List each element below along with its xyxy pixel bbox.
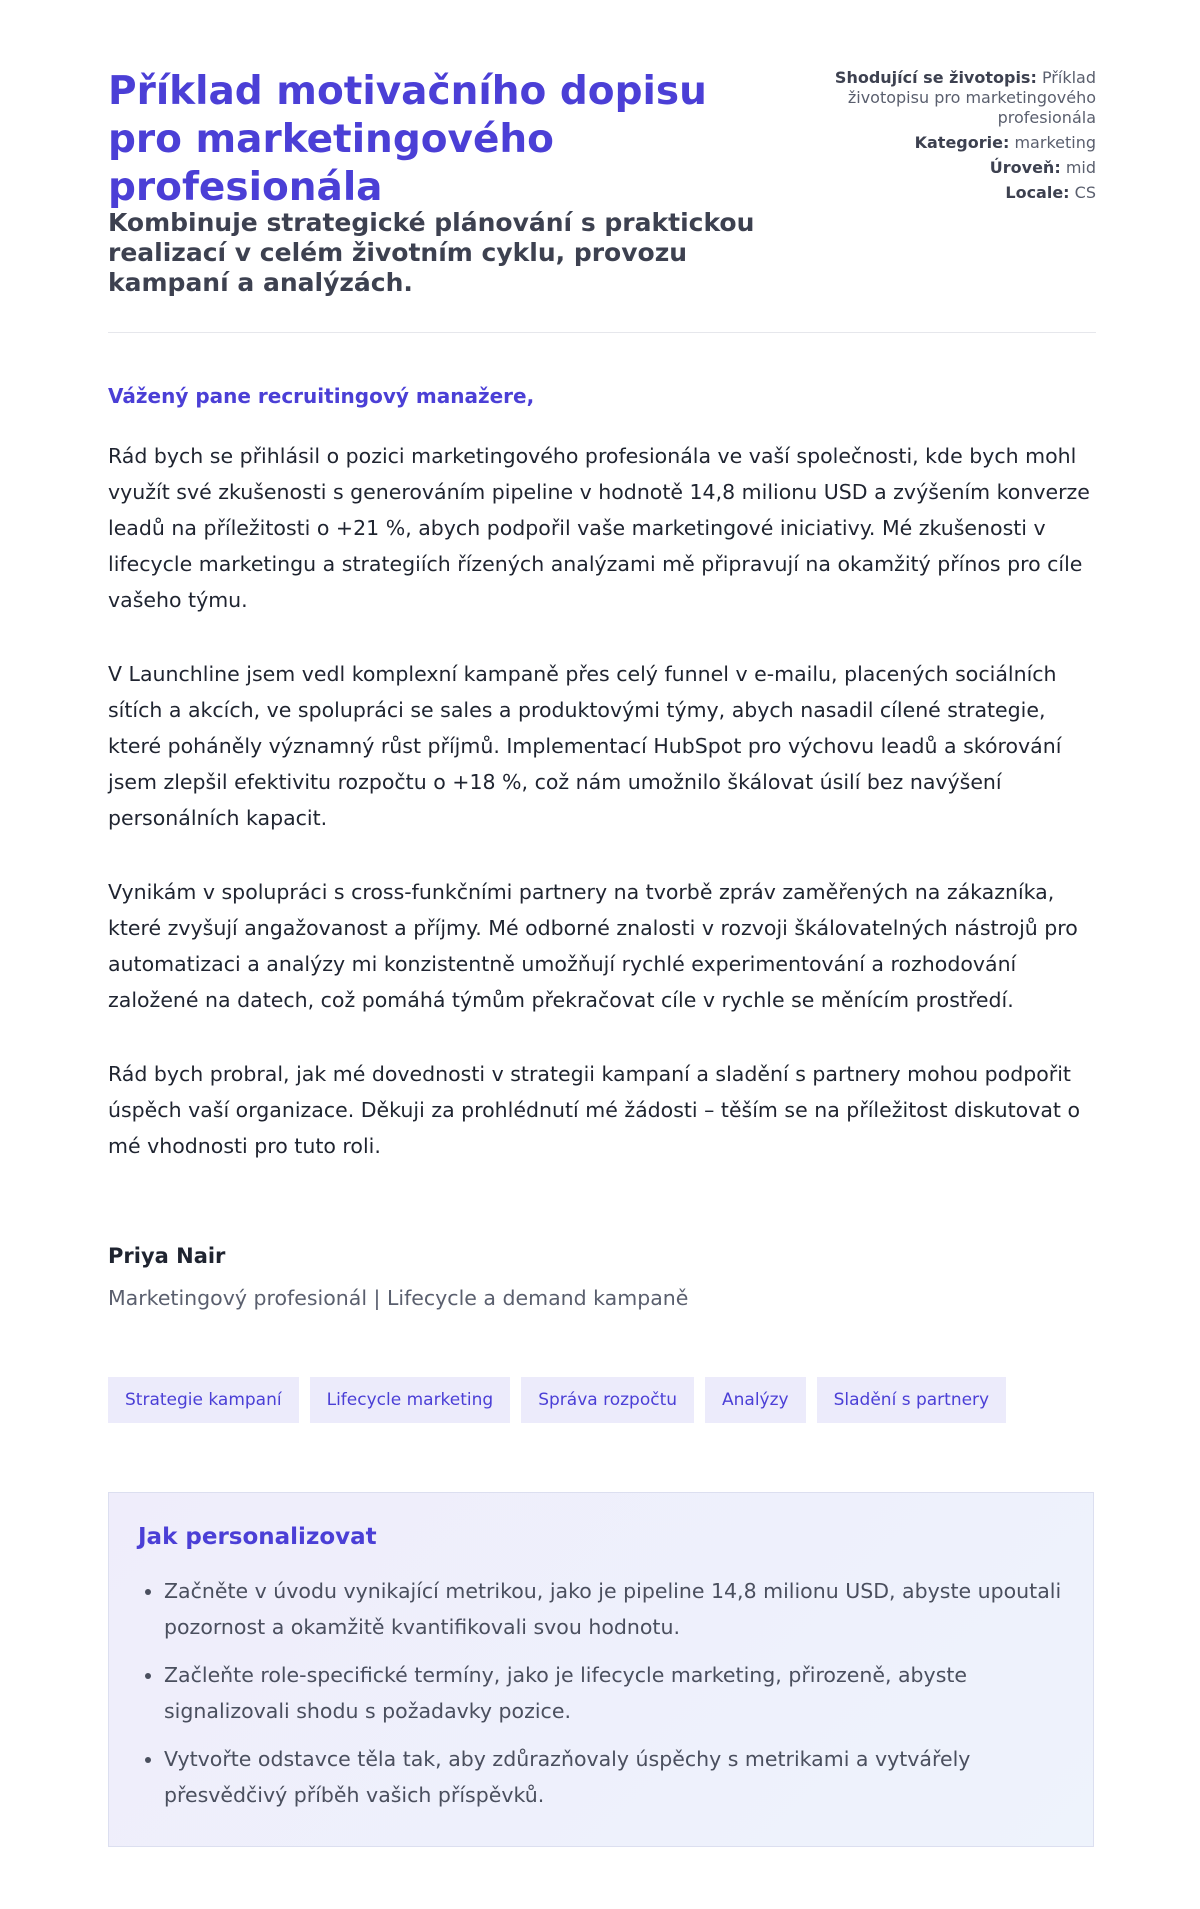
letter-paragraph: Vynikám v spolupráci s cross-funkčními partnery na tvorbě zpráv zaměřených na zákazníka, které zvyšují angažovanost a příjmy. Mé odborné znalosti v rozvoji škálovatelných nástrojů pro automatizaci a analýzy mi konzistentně umožňují rychlé experimentování a rozhodování založené na datech, což pomáhá týmům překračovat cíle v rychle se měnícím prostředí. — [108, 880, 1078, 1012]
letter-paragraph: Rád bych se přihlásil o pozici marketingového profesionála ve vaší společnosti, kde bych mohl využít své zkušenosti s generováním pipeline v hodnotě 14,8 milionu USD a zvýšením konverze leadů na příležitosti o +21 %, abych podpořil vaše marketingové iniciativy. Mé zkušenosti v lifecycle marketingu a strategiích řízených analýzami mě připravují na okamžitý přínos pro cíle vašeho týmu. — [108, 444, 1090, 612]
skill-tag: Správa rozpočtu — [521, 1377, 694, 1423]
skill-tag: Lifecycle marketing — [310, 1377, 511, 1423]
tips-item: • Začleňte role-specifické termíny, jako je lifecycle marketing, přirozeně, abyste signalizovali shodu s požadavky pozice. — [164, 1657, 1064, 1729]
letter-greeting: Vážený pane recruitingový manažere, — [108, 384, 535, 408]
letter-paragraph: V Launchline jsem vedl komplexní kampaně přes celý funnel v e-mailu, placených sociálních sítích a akcích, ve spolupráci se sales a produktovými týmy, abych nasadil cílené strategie, které poháněly významný růst příjmů. Implementací HubSpot pro výchovu leadů a skórování jsem zlepšil efektivitu rozpočtu o +18 %, což nám umožnilo škálovat úsilí bez navýšení personálních kapacit. — [108, 662, 1062, 830]
skill-tag: Strategie kampaní — [108, 1377, 299, 1423]
skill-tags — [108, 1377, 1006, 1423]
skill-tag: Sladění s partnery — [817, 1377, 1007, 1423]
signature-name: Priya Nair — [108, 1244, 226, 1268]
personalize-tips-box — [108, 1492, 1094, 1847]
meta-locale — [796, 183, 1096, 203]
meta-panel — [796, 68, 1096, 208]
signature-role: Marketingový profesionál | Lifecycle a demand kampaně — [108, 1286, 689, 1310]
meta-resume — [796, 68, 1096, 128]
meta-locale-value: CS — [1074, 183, 1096, 202]
tips-item: • Vytvořte odstavce těla tak, aby zdůrazňovaly úspěchy s metrikami a vytvářely přesvědčivý příběh vašich příspěvků. — [164, 1741, 1064, 1813]
meta-category-value: marketing — [1014, 133, 1096, 152]
tips-title: Jak personalizovat — [138, 1524, 377, 1550]
page-title: Příklad motivačního dopisu pro marketingového profesionála — [108, 69, 707, 210]
signature-block — [108, 1242, 1096, 1312]
page-subtitle: Kombinuje strategické plánování s praktickou realizací v celém životním cyklu, provozu kampaní a analýzách. — [108, 208, 755, 297]
meta-level-value: mid — [1065, 158, 1096, 177]
header-divider — [108, 332, 1096, 333]
skill-tag: Analýzy — [705, 1377, 806, 1423]
meta-category — [796, 133, 1096, 153]
tips-item: • Začněte v úvodu vynikající metrikou, jako je pipeline 14,8 milionu USD, abyste upoutali pozornost a okamžitě kvantifikovali svou hodnotu. — [164, 1573, 1064, 1645]
meta-level-key: Úroveň: — [989, 158, 1061, 177]
page-header — [108, 68, 1096, 328]
meta-resume-key: Shodující se životopis: — [834, 68, 1037, 87]
meta-resume-value: Příklad životopisu pro marketingového profesionála — [847, 68, 1096, 127]
letter-body — [108, 438, 1098, 1202]
tips-list — [138, 1573, 1064, 1825]
meta-locale-key: Locale: — [1005, 183, 1070, 202]
meta-level — [796, 158, 1096, 178]
letter-paragraph: Rád bych probral, jak mé dovednosti v strategii kampaní a sladění s partnery mohou podpořit úspěch vaší organizace. Děkuji za prohlédnutí mé žádosti – těším se na příležitost diskutovat o mé vhodnosti pro tuto roli. — [108, 1062, 1081, 1158]
meta-category-key: Kategorie: — [914, 133, 1010, 152]
